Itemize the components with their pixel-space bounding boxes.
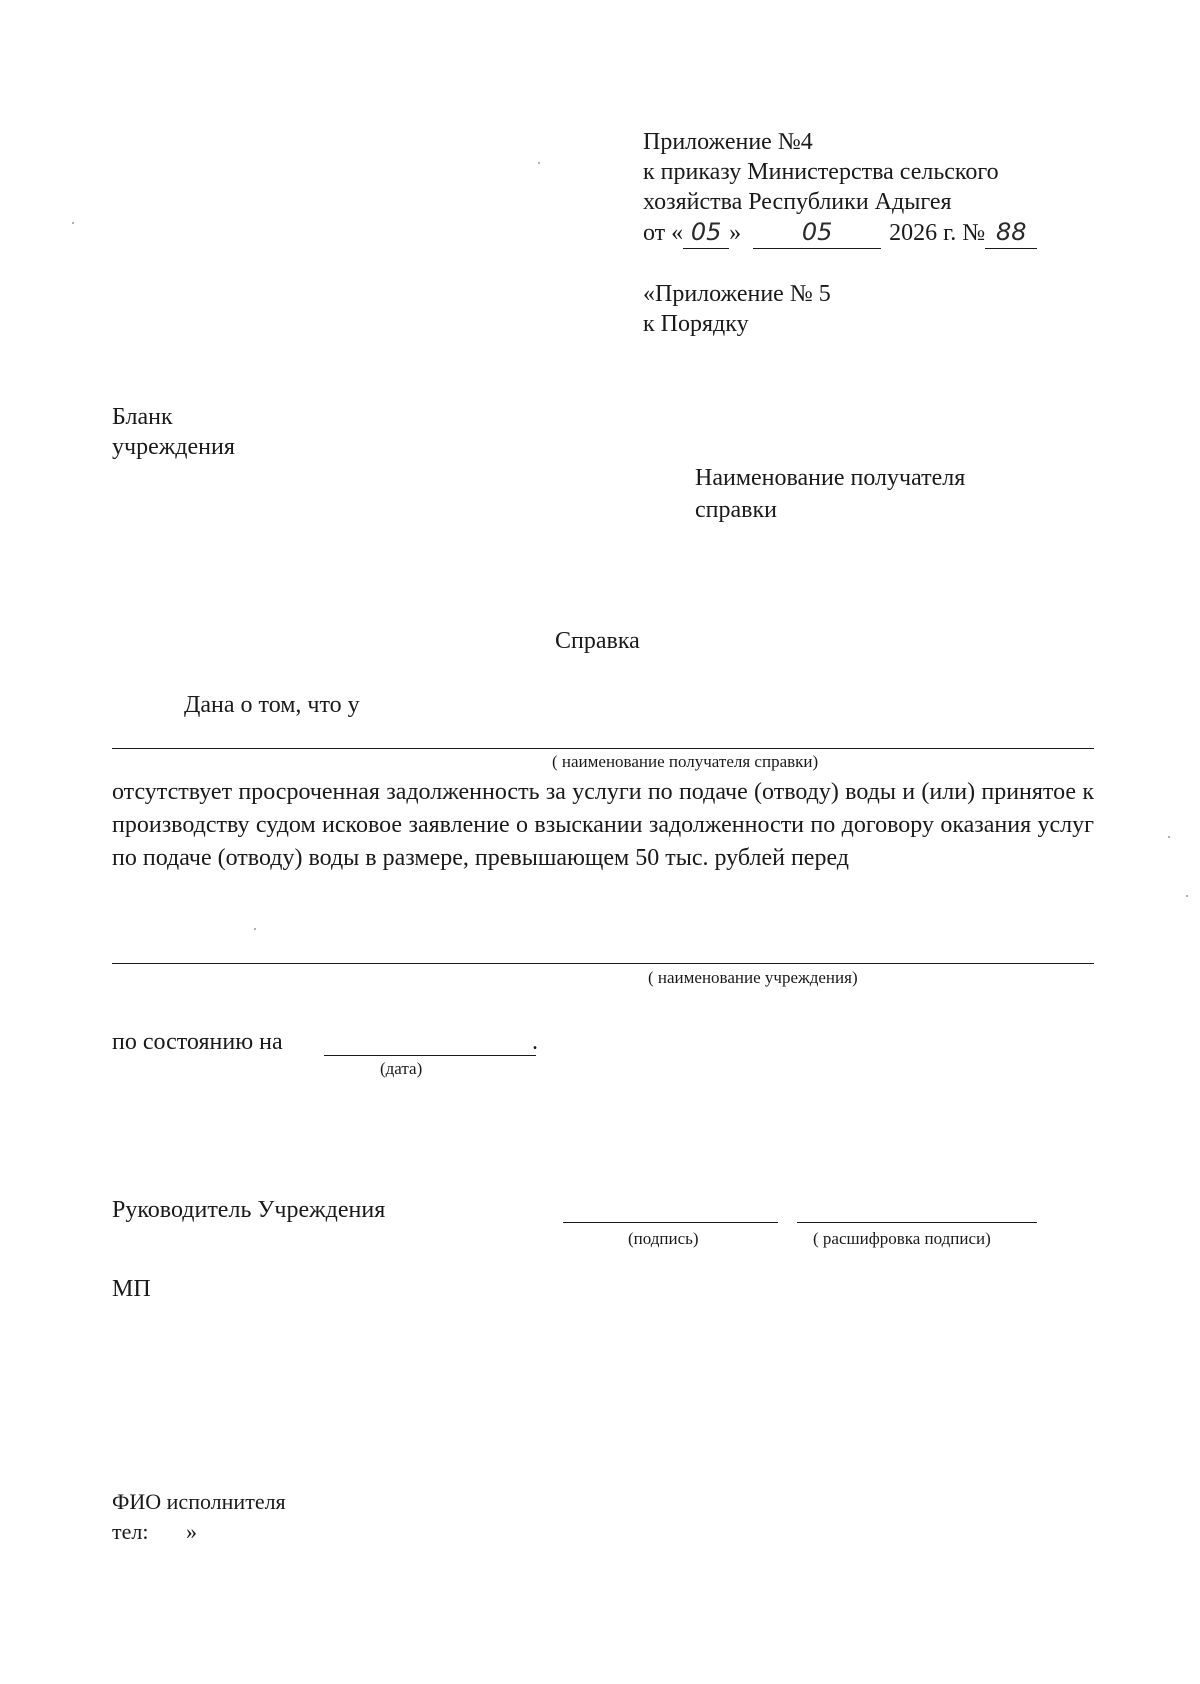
signature-caption: (подпись) — [628, 1229, 699, 1248]
signature-line — [563, 1222, 778, 1223]
as-of-label: по состоянию на — [112, 1029, 283, 1055]
procedure-line: к Порядку — [643, 311, 749, 337]
date-day-handwritten: 05 — [690, 218, 722, 246]
scan-speck — [254, 928, 256, 930]
signature-decode-caption: ( расшифровка подписи) — [813, 1229, 991, 1248]
date-month-handwritten: 05 — [801, 218, 833, 246]
order-number-field — [985, 217, 1037, 249]
scan-speck — [538, 162, 540, 164]
scan-speck — [1186, 895, 1188, 897]
scan-speck — [1168, 836, 1170, 838]
blank-label: Бланк — [112, 404, 173, 430]
recipient-name-label: Наименование получателя — [695, 465, 966, 491]
order-reference-line: к приказу Министерства сельского — [643, 159, 999, 185]
head-of-institution-label: Руководитель Учреждения — [112, 1197, 386, 1223]
blank-label-institution: учреждения — [112, 434, 235, 460]
date-caption: (дата) — [380, 1059, 423, 1078]
institution-fill-line — [112, 963, 1094, 964]
as-of-date-line — [324, 1055, 536, 1056]
signature-decode-line — [797, 1222, 1037, 1223]
date-prefix: от « — [643, 220, 684, 246]
date-mid: » — [729, 220, 742, 246]
appendix-number-line: Приложение №4 — [643, 129, 813, 155]
recipient-fill-line — [112, 748, 1094, 749]
closing-quote: » — [186, 1519, 197, 1544]
order-date-line — [643, 217, 1037, 249]
executor-phone-label: тел: — [112, 1519, 149, 1544]
institution-caption: ( наименование учреждения) — [648, 968, 858, 987]
scan-speck — [72, 222, 74, 224]
date-month-field — [753, 217, 881, 249]
recipient-name-label-2: справки — [695, 497, 777, 523]
date-year-label: 2026 г. № — [889, 220, 986, 246]
executor-name-label: ФИО исполнителя — [112, 1489, 286, 1514]
order-number-handwritten: 88 — [995, 218, 1027, 246]
statement-body: отсутствует просроченная задолженность за услуги по подаче (отводу) воды и (или) принятое к производству судом исковое заявление о взыскании задолженности по договору оказания услуг по подаче (отводу) воды в размере, превышающем 50 тыс. рублей перед — [112, 779, 1094, 871]
ministry-line: хозяйства Республики Адыгея — [643, 189, 952, 215]
stamp-place-label: МП — [112, 1276, 151, 1302]
date-day-field — [683, 217, 729, 249]
recipient-caption: ( наименование получателя справки) — [552, 752, 819, 771]
intro-text: Дана о том, что у — [184, 692, 360, 718]
document-title: Справка — [555, 628, 640, 654]
appendix5-line: «Приложение № 5 — [643, 281, 831, 307]
as-of-dot: . — [532, 1029, 538, 1055]
